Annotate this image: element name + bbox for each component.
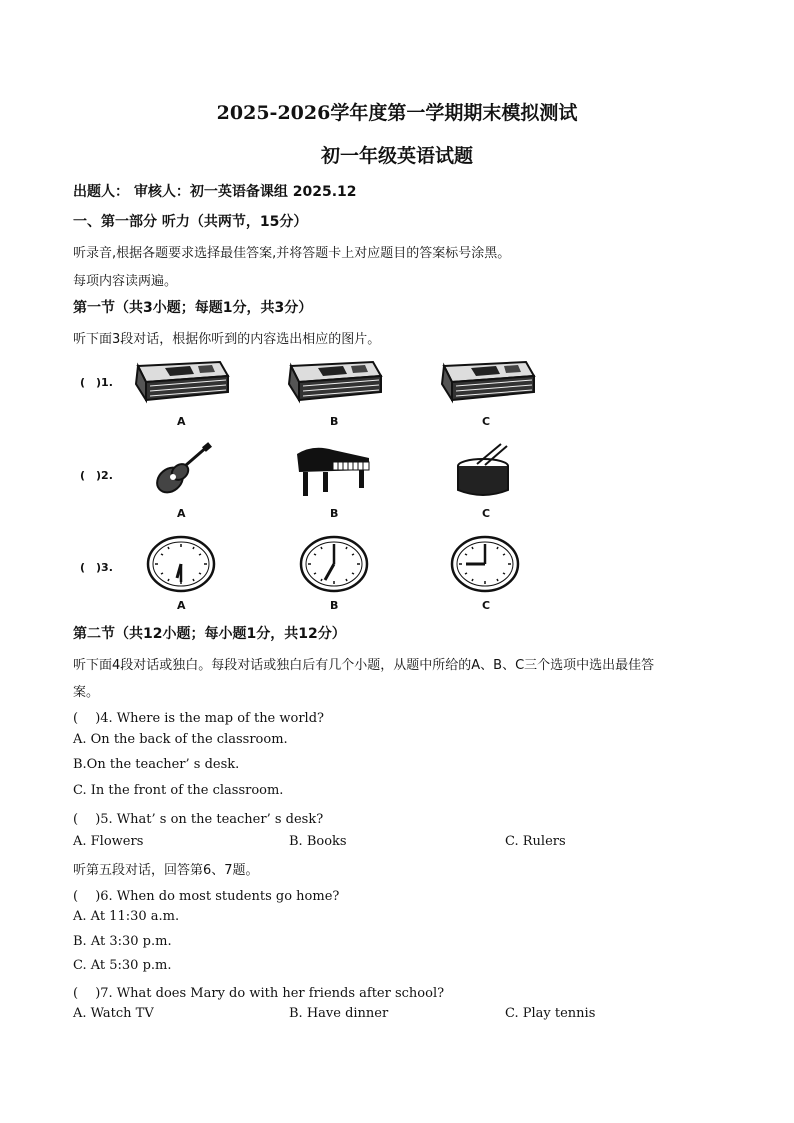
question-3-number: ( )3. bbox=[80, 561, 113, 574]
question-7: ( )7. What does Mary do with her friends after school? bbox=[73, 986, 445, 1001]
book-icon bbox=[436, 358, 536, 408]
question-3-option-a: A bbox=[177, 599, 186, 612]
book-icon bbox=[130, 358, 230, 408]
question-4-option-a: A. On the back of the classroom. bbox=[73, 732, 288, 747]
section1-instruction: 听下面3段对话，根据你听到的内容选出相应的图片。 bbox=[73, 332, 381, 347]
guitar-icon bbox=[148, 444, 212, 500]
part1-heading: 一、第一部分 听力（共两节，15分） bbox=[73, 214, 308, 230]
question-1-number: ( )1. bbox=[80, 376, 113, 389]
question-2-number: ( )2. bbox=[80, 469, 113, 482]
page-subtitle: 初一年级英语试题 bbox=[320, 145, 473, 167]
question-4: ( )4. Where is the map of the world? bbox=[73, 711, 325, 726]
section1-heading: 第一节（共3小题；每题1分，共3分） bbox=[73, 300, 313, 316]
question-4-option-b: B.On the teacher’ s desk. bbox=[73, 757, 240, 772]
part1-instruction-2: 每项内容读两遍。 bbox=[73, 274, 178, 289]
question-1-option-b: B bbox=[330, 415, 339, 428]
question-2-option-c: C bbox=[482, 507, 491, 520]
question-3-option-b: B bbox=[330, 599, 339, 612]
question-5-option-a: A. Flowers bbox=[73, 834, 144, 849]
question-6-option-c: C. At 5:30 p.m. bbox=[73, 958, 172, 973]
section2-instruction-1: 听下面4段对话或独白。每段对话或独白后有几个小题，从题中所给的A、B、C三个选项中选出最佳答 bbox=[73, 658, 655, 673]
part1-instruction-1: 听录音,根据各题要求选择最佳答案,并将答题卡上对应题目的答案标号涂黑。 bbox=[73, 246, 511, 261]
section2-heading: 第二节（共12小题；每小题1分，共12分） bbox=[73, 626, 346, 642]
question-1-option-a: A bbox=[177, 415, 186, 428]
question-5-option-c: C. Rulers bbox=[505, 834, 566, 849]
section2-instruction-2: 案。 bbox=[73, 685, 100, 700]
question-2-option-a: A bbox=[177, 507, 186, 520]
question-6-option-b: B. At 3:30 p.m. bbox=[73, 934, 172, 949]
dialog-5-instruction: 听第五段对话，回答第6、7题。 bbox=[73, 863, 259, 878]
question-4-option-c: C. In the front of the classroom. bbox=[73, 783, 284, 798]
piano-icon bbox=[293, 444, 373, 500]
question-6: ( )6. When do most students go home? bbox=[73, 889, 340, 904]
question-5: ( )5. What’ s on the teacher’ s desk? bbox=[73, 812, 324, 827]
question-7-option-a: A. Watch TV bbox=[73, 1006, 154, 1021]
question-5-option-b: B. Books bbox=[289, 834, 347, 849]
book-icon bbox=[283, 358, 383, 408]
authors-line: 出题人： 审核人：初一英语备课组 2025.12 bbox=[73, 184, 357, 200]
clock-700-icon bbox=[299, 535, 369, 593]
question-3-option-c: C bbox=[482, 599, 491, 612]
question-6-option-a: A. At 11:30 a.m. bbox=[73, 909, 180, 924]
question-2-option-b: B bbox=[330, 507, 339, 520]
question-7-option-c: C. Play tennis bbox=[505, 1006, 596, 1021]
page-title: 2025-2026学年度第一学期期末模拟测试 bbox=[216, 102, 578, 124]
question-1-option-c: C bbox=[482, 415, 491, 428]
drum-icon bbox=[455, 444, 515, 500]
question-7-option-b: B. Have dinner bbox=[289, 1006, 389, 1021]
clock-900-icon bbox=[450, 535, 520, 593]
clock-630-icon bbox=[146, 535, 216, 593]
